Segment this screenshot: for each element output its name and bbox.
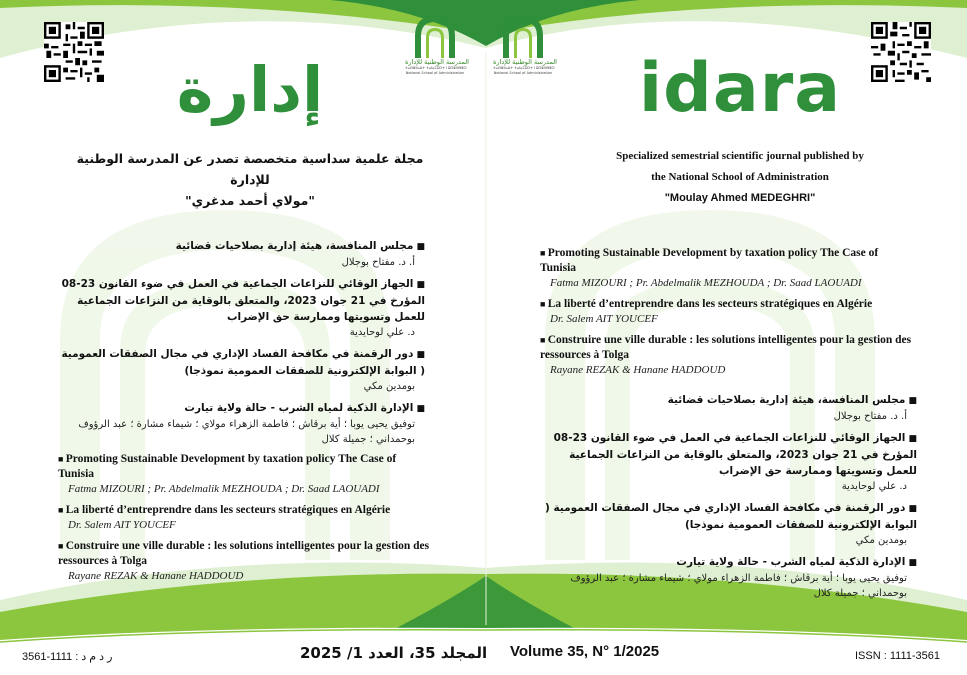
- article-authors: بومدين مكي: [855, 535, 907, 546]
- article-authors: توفيق يحيى يوبا ؛ أية برقاش ؛ فاطمة الزهراء مولاي ؛ شيماء مشارة ؛ عبد الرؤوف بوحمداني ؛ جميلة كلال: [570, 573, 907, 599]
- logo-arabic-text: المدرسة الوطنية للإدارة: [405, 58, 469, 66]
- left-toc-arabic: [55, 238, 425, 453]
- toc-item: [545, 554, 917, 601]
- article-title: ■ Construire une ville durable : les solutions intelligentes pour la gestion des ressources à Tolga: [58, 540, 430, 567]
- logo-tifinagh-text: ⵜⴰⵙⴻⵏⵏⴰⵡⵜ ⵜⴰⵏⴰⵎⵓⵔⵜ ⵏ ⵓⵙⴻⴷⴱⴻⵔ: [493, 66, 555, 70]
- arch-logo-icon: [500, 14, 546, 58]
- article-authors: Fatma MIZOURI ; Pr. Abdelmalik MEZHOUDA ; Dr. Saad LAOUADI: [68, 483, 380, 495]
- article-authors: Dr. Salem AIT YOUCEF: [68, 519, 176, 531]
- toc-item: [58, 503, 433, 533]
- right-toc-arabic: [545, 392, 917, 607]
- article-authors: توفيق يحيى يوبا ؛ أية برقاش ؛ فاطمة الزهراء مولاي ؛ شيماء مشارة ؛ عبد الرؤوف بوحمداني ؛ جميلة كلال: [78, 419, 415, 445]
- article-title: ■ دور الرقمنة في مكافحة الفساد الإداري في مجال الصفقات العمومية ( البوابة الإلكترونية للصفقات العمومية نموذجا): [544, 502, 917, 531]
- issn-arabic: ر د م د : 1111-3561: [22, 651, 113, 663]
- subtitle-line: Specialized semestrial scientific journal published by: [616, 150, 864, 162]
- article-title: ■ La liberté d’entreprendre dans les secteurs stratégiques en Algérie: [58, 504, 391, 516]
- article-title: ■ الجهاز الوقائي للنزاعات الجماعية في العمل في ضوء القانون 23-08 المؤرخ في 21 جوان 2023، والمتعلق بالوقاية من النزاعات الجماعية للعمل وتسويتها وممارسة حق الإضراب: [61, 278, 425, 323]
- article-authors: أ. د. مفتاح بوجلال: [833, 411, 907, 422]
- article-authors: أ. د. مفتاح بوجلال: [341, 257, 415, 268]
- article-title: ■ Promoting Sustainable Development by taxation policy The Case of Tunisia: [58, 453, 397, 480]
- toc-item: [545, 500, 917, 548]
- article-title: ■ الجهاز الوقائي للنزاعات الجماعية في العمل في ضوء القانون 23-08 المؤرخ في 21 جوان 2023، والمتعلق بالوقاية من النزاعات الجماعية للعمل وتسويتها وممارسة حق الإضراب: [553, 432, 917, 477]
- issn-latin: ISSN : 1111-3561: [855, 650, 940, 662]
- article-authors: Dr. Salem AIT YOUCEF: [550, 313, 658, 325]
- logo-tifinagh-text: ⵜⴰⵙⴻⵏⵏⴰⵡⵜ ⵜⴰⵏⴰⵎⵓⵔⵜ ⵏ ⵓⵙⴻⴷⴱⴻⵔ: [405, 66, 467, 70]
- arch-logo-icon: [412, 14, 458, 58]
- toc-item: [540, 246, 915, 291]
- journal-subtitle-english: [570, 146, 910, 209]
- subtitle-line: "Moulay Ahmed MEDEGHRI": [664, 192, 816, 204]
- article-authors: Rayane REZAK & Hanane HADDOUD: [68, 570, 244, 582]
- article-title: ■ الإدارة الذكية لمياه الشرب - حالة ولاية تيارت: [184, 402, 425, 414]
- qr-code-right: [871, 22, 931, 82]
- toc-item: [55, 400, 425, 447]
- journal-title-arabic: إدارة: [176, 53, 324, 126]
- article-authors: Rayane REZAK & Hanane HADDOUD: [550, 364, 726, 376]
- logo-arabic-text: المدرسة الوطنية للإدارة: [493, 58, 557, 66]
- volume-issue-latin: Volume 35, N° 1/2025: [510, 643, 660, 660]
- toc-item: [58, 452, 433, 497]
- article-title: ■ الإدارة الذكية لمياه الشرب - حالة ولاية تيارت: [676, 556, 917, 568]
- article-authors: Fatma MIZOURI ; Pr. Abdelmalik MEZHOUDA ; Dr. Saad LAOUADI: [550, 277, 862, 289]
- article-authors: بومدين مكي: [363, 381, 415, 392]
- school-logo-left: [405, 14, 469, 84]
- journal-title-latin: idara: [638, 49, 842, 128]
- school-logo-right: [493, 14, 557, 84]
- article-authors: د. علي لوحايدية: [349, 327, 415, 338]
- subtitle-line: the National School of Administration: [651, 171, 829, 183]
- article-title: ■ Construire une ville durable : les solutions intelligentes pour la gestion des ressources à Tolga: [540, 334, 912, 361]
- qr-code-left: [44, 22, 104, 82]
- journal-subtitle-arabic: [60, 148, 440, 211]
- subtitle-line: مجلة علمية سداسية متخصصة تصدر عن المدرسة الوطنية للإدارة: [76, 151, 424, 187]
- toc-item: [545, 392, 917, 424]
- toc-item: [540, 297, 915, 327]
- article-title: ■ مجلس المنافسة، هيئة إدارية بصلاحيات قضائية: [175, 240, 425, 252]
- toc-item: [55, 276, 425, 340]
- logo-english-text: National School of Administration: [405, 71, 465, 75]
- article-authors: د. علي لوحايدية: [841, 481, 907, 492]
- subtitle-line: "مولاي أحمد مدغري": [185, 193, 315, 208]
- toc-item: [58, 539, 433, 584]
- toc-item: [55, 346, 425, 394]
- toc-item: [55, 238, 425, 270]
- article-title: ■ مجلس المنافسة، هيئة إدارية بصلاحيات قضائية: [667, 394, 917, 406]
- volume-issue-arabic: المجلد 35، العدد 1/ 2025: [300, 644, 488, 662]
- article-title: ■ دور الرقمنة في مكافحة الفساد الإداري في مجال الصفقات العمومية ( البوابة الإلكترونية للصفقات العمومية نموذجا): [61, 348, 425, 377]
- article-title: ■ Promoting Sustainable Development by taxation policy The Case of Tunisia: [540, 247, 879, 274]
- left-toc-latin: [58, 452, 433, 590]
- toc-item: [545, 430, 917, 494]
- toc-item: [540, 333, 915, 378]
- article-title: ■ La liberté d’entreprendre dans les secteurs stratégiques en Algérie: [540, 298, 873, 310]
- right-toc-latin: [540, 246, 915, 384]
- logo-english-text: National School of Administration: [493, 71, 553, 75]
